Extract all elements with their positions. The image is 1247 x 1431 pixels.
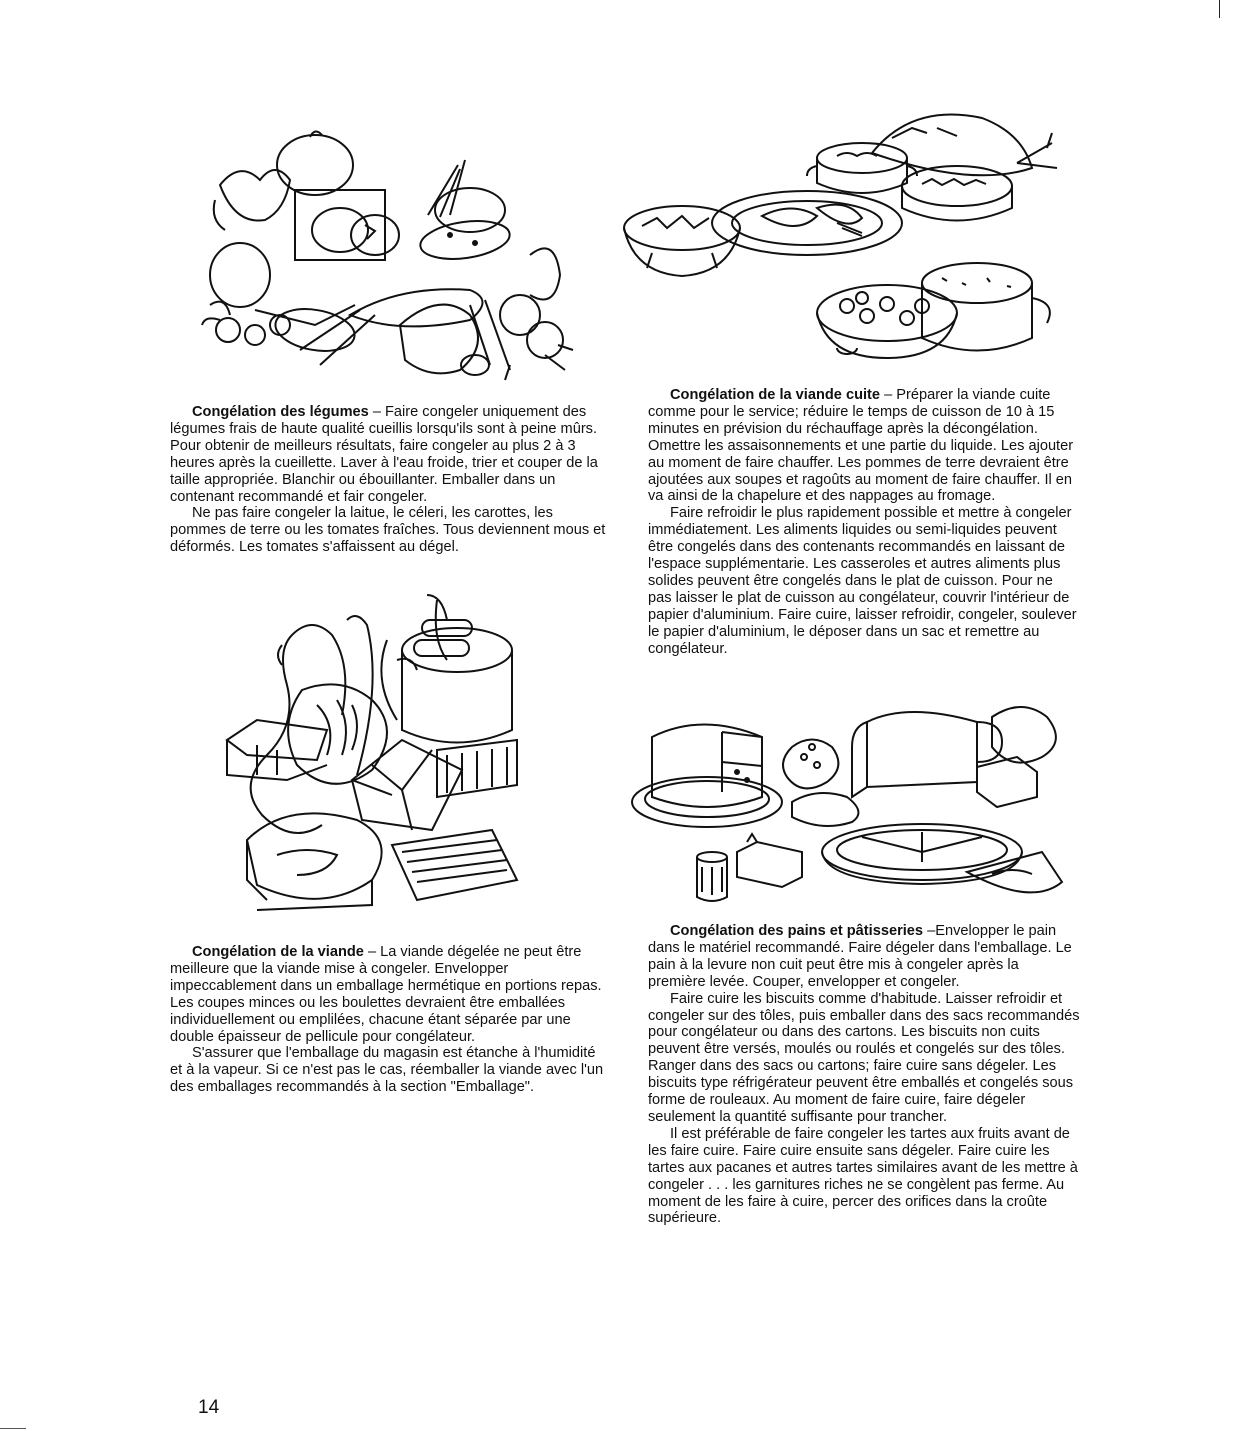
meat-paragraph-2: S'assurer que l'emballage du magasin est étanche à l'humidité et à la vapeur. Si ce n'est pas le cas, réemballer la viande avec l'un des emballages recommandés à la section "Emballage". [170, 1045, 604, 1096]
meat-p1-text: – La viande dégelée ne peut être meilleure que la viande mise à congeler. Envelopper impeccablement dans un emballage hermétique en portions repas. Les coupes minces ou les boulettes devraient être emballées individuellement ou emplilées, chacune étant séparée par une double épaisseur de pellicule pour congélateur. [170, 944, 602, 1045]
meat-illustration [222, 590, 527, 920]
vegetables-section [170, 404, 610, 556]
page-number: 14 [198, 1397, 220, 1418]
cooked-meat-section [648, 387, 1080, 658]
breads-p1-text: –Envelopper le pain dans le matériel recommandé. Faire dégeler dans l'emballage. Le pain à la levure non cuit peut être mis à congeler après la première levée. Couper, envelopper et congeler. [648, 923, 1072, 990]
vegetables-paragraph-1 [170, 404, 610, 505]
vegetables-paragraph-2: Ne pas faire congeler la laitue, le céleri, les carottes, les pommes de terre ou les tomates fraîches. Tous deviennent mous et déformés. Les tomates s'affaissent au dégel. [170, 505, 606, 556]
vegetables-p1-text: – Faire congeler uniquement des légumes frais de haute qualité cueillis lorsqu'ils sont à peine mûrs. Pour obtenir de meilleurs résultats, faire congeler au plus 2 à 3 heures après la cueillette. Laver à l'eau froide, trier et couper de la taille appropriée. Blanchir ou ébouillanter. Emballer dans un contenant recommandé et fair congeler. [170, 404, 598, 505]
cooked-meat-paragraph-2: Faire refroidir le plus rapidement possible et mettre à congeler immédiatement. Les aliments liquides ou semi-liquides peuvent être congelés dans des contenants recommandés en laissant de l'espace supplémentarie. Les casseroles et autres aliments plus solides peuvent être congelés dans le plat de cuisson. Pour ne pas laisser le plat de cuisson au congélateur, couvrir l'intérieur de papier d'aluminium. Faire cuire, laisser refroidir, congeler, soulever le papier d'aluminium, le déposer dans un sac et remettre au congélateur. [648, 505, 1077, 657]
breads-illustration [622, 702, 1067, 910]
cooked-meat-heading: Congélation de la viande cuite [670, 387, 881, 403]
vegetables-illustration [200, 125, 580, 387]
breads-section [648, 923, 1080, 1227]
meat-heading: Congélation de la viande [192, 944, 364, 960]
vegetables-heading: Congélation des légumes [192, 404, 369, 420]
meat-paragraph-1 [170, 944, 610, 1045]
cooked-meat-paragraph-1 [648, 387, 1080, 505]
cooked-meat-p1-text: – Préparer la viande cuite comme pour le service; réduire le temps de cuisson de 10 à 15 minutes en prévision du réchauffage après la décongélation. Omettre les assaisonnements et une partie du liquide. Les ajouter au moment de faire chauffer. Les pommes de terre devraient être ajoutées aux soupes et ragoûts au moment de faire chauffer. Il en va ainsi de la chapelure et des nappages au fromage. [648, 387, 1074, 505]
breads-paragraph-3: Il est préférable de faire congeler les tartes aux fruits avant de les faire cuire. Faire cuire ensuite sans dégeler. Faire cuire les tartes aux pacanes et autres tartes similaires avant de les mettre à congeler . . . les garnitures riches ne se congèlent pas ferme. Au moment de les faire à cuire, percer des orifices dans la croûte supérieure. [648, 1125, 1078, 1227]
breads-paragraph-2: Faire cuire les biscuits comme d'habitude. Laisser refroidir et congeler sur des tôles, puis emballer dans des sacs recommandés pour congélateur ou dans des cartons. Les biscuits non cuits peuvent être versés, moulés ou roulés et congelés sur des tôles. Ranger dans des sacs ou cartons; faire cuire sans dégeler. Les biscuits type réfrigérateur peuvent être emballés et congelés sous forme de rouleaux. Au moment de faire cuire, faire dégeler seulement la quantité suffisante pour trancher. [648, 990, 1080, 1125]
breads-heading: Congélation des pains et pâtisseries [670, 923, 924, 939]
breads-paragraph-1 [648, 923, 1080, 991]
cooked-meat-illustration [622, 108, 1067, 366]
scan-edge-mark [1219, 0, 1220, 18]
meat-section [170, 944, 610, 1096]
scan-bottom-line [0, 1428, 26, 1429]
